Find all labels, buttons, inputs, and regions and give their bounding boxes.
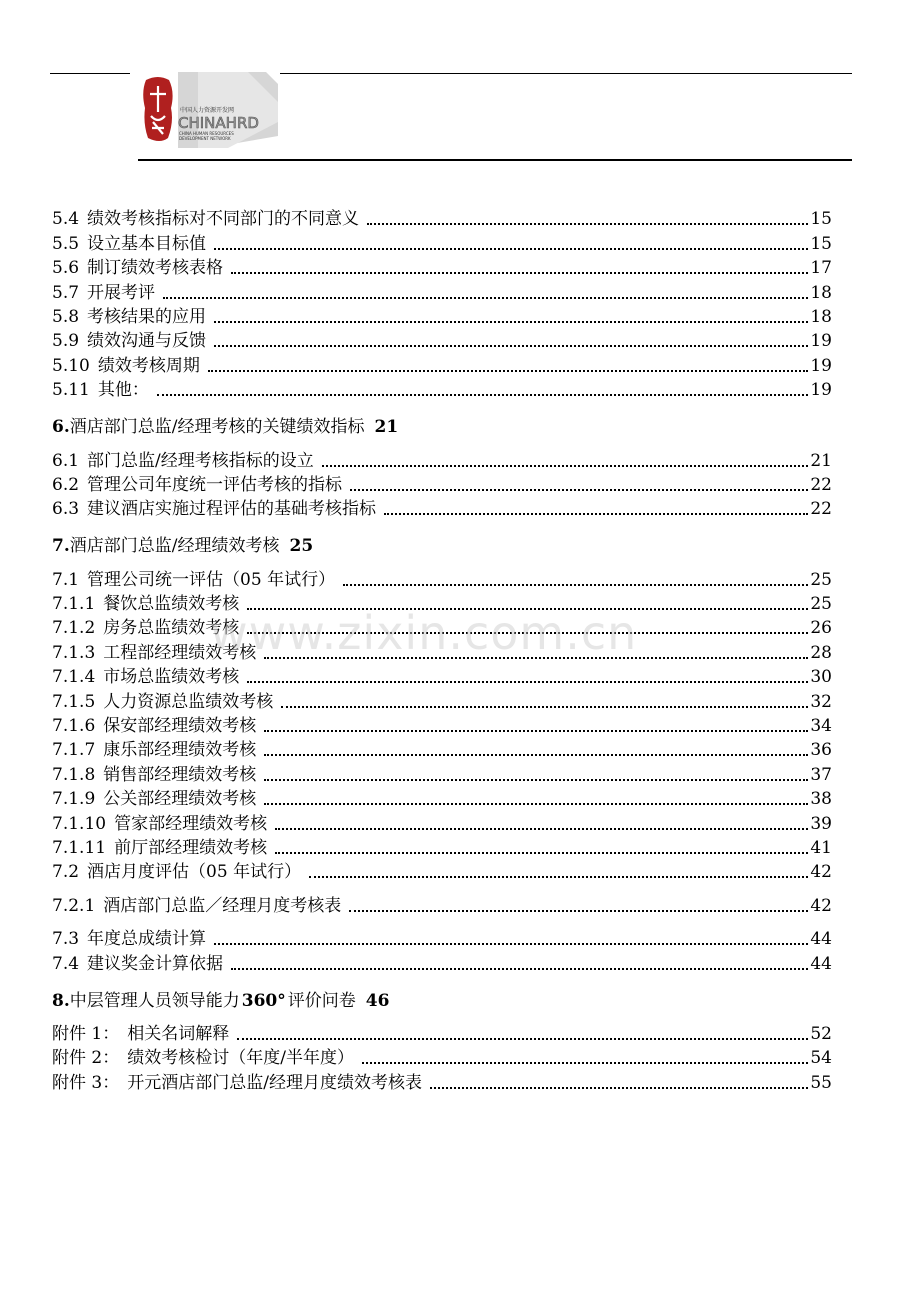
logo-en-line1: CHINA HUMAN RESOURCES xyxy=(179,131,234,136)
entry-title: 房务总监绩效考核 xyxy=(103,618,240,639)
toc-entry[interactable] xyxy=(52,834,832,858)
entry-number: 7.1.3 xyxy=(52,642,96,663)
entry-title: 绩效沟通与反馈 xyxy=(87,331,207,352)
entry-number: 7.4 xyxy=(52,953,80,974)
toc-entry[interactable] xyxy=(52,949,832,973)
entry-number: 7.1 xyxy=(52,569,80,590)
entry-page: 15 xyxy=(810,209,832,230)
entry-number: 7.1.2 xyxy=(52,618,96,639)
entry-page: 52 xyxy=(810,1023,832,1044)
dot-leader xyxy=(275,828,808,830)
dot-leader xyxy=(275,852,808,854)
heading-mid: 360° xyxy=(241,990,286,1011)
toc-entry[interactable] xyxy=(52,712,832,736)
toc-entry-7-2-1[interactable] xyxy=(52,891,832,915)
entry-title: 市场总监绩效考核 xyxy=(103,667,240,688)
dot-leader xyxy=(247,681,808,683)
entry-number: 5.9 xyxy=(52,331,80,352)
entry-number: 附件 1： xyxy=(52,1023,120,1044)
logo-cn-line: 中国人力资源开发网 xyxy=(180,107,235,114)
entry-page: 25 xyxy=(810,569,832,590)
heading-title: 酒店部门总监/经理绩效考核 xyxy=(69,536,280,557)
heading-title-b: 评价问卷 xyxy=(287,990,356,1011)
entry-page: 21 xyxy=(810,450,832,471)
toc-group-7a xyxy=(52,565,832,882)
toc-group-7b xyxy=(52,925,832,974)
entry-number: 7.1.6 xyxy=(52,716,96,737)
entry-number: 7.1.8 xyxy=(52,764,96,785)
heading-number: 6. xyxy=(52,417,70,438)
entry-title: 制订绩效考核表格 xyxy=(87,258,224,279)
entry-title: 开展考评 xyxy=(87,282,156,303)
dot-leader xyxy=(349,910,808,912)
dot-leader xyxy=(214,345,808,347)
toc-entry[interactable] xyxy=(52,590,832,614)
toc-entry[interactable] xyxy=(52,1020,832,1044)
entry-title: 部门总监/经理考核指标的设立 xyxy=(87,450,314,471)
dot-leader xyxy=(367,223,808,225)
entry-number: 7.1.5 xyxy=(52,691,96,712)
entry-page: 19 xyxy=(810,331,832,352)
entry-title: 公关部经理绩效考核 xyxy=(103,789,257,810)
entry-number: 7.1.11 xyxy=(52,837,107,858)
entry-title: 酒店部门总监／经理月度考核表 xyxy=(103,895,342,916)
entry-number: 5.11 xyxy=(52,380,90,401)
toc-heading-7[interactable] xyxy=(52,532,832,556)
dot-leader xyxy=(214,943,808,945)
seal-icon xyxy=(143,77,172,141)
entry-title: 绩效考核指标对不同部门的不同意义 xyxy=(87,209,360,230)
toc-entry[interactable] xyxy=(52,303,832,327)
entry-title: 考核结果的应用 xyxy=(87,306,207,327)
toc-entry[interactable] xyxy=(52,278,832,302)
heading-number: 7. xyxy=(52,536,70,557)
entry-title: 绩效考核周期 xyxy=(97,355,200,376)
toc-heading-6[interactable] xyxy=(52,413,832,437)
heading-page: 21 xyxy=(374,417,399,438)
entry-number: 6.2 xyxy=(52,474,80,495)
entry-title: 保安部经理绩效考核 xyxy=(103,716,257,737)
entry-number: 7.1.7 xyxy=(52,740,96,761)
entry-title: 年度总成绩计算 xyxy=(87,929,207,950)
entry-title: 其他： xyxy=(97,380,149,401)
entry-number: 7.1.4 xyxy=(52,667,96,688)
entry-page: 32 xyxy=(810,691,832,712)
toc-group-appendix xyxy=(52,1020,832,1093)
toc-entry[interactable] xyxy=(52,565,832,589)
entry-page: 42 xyxy=(810,862,832,883)
entry-title: 餐饮总监绩效考核 xyxy=(103,594,240,615)
entry-number: 5.6 xyxy=(52,258,80,279)
dot-leader xyxy=(231,968,808,970)
toc-group-5 xyxy=(52,205,832,400)
toc-entry[interactable] xyxy=(52,760,832,784)
entry-page: 15 xyxy=(810,233,832,254)
logo-en-line2: DEVELOPMENT NETWORK xyxy=(179,136,231,141)
dot-leader xyxy=(157,394,809,396)
entry-title: 开元酒店部门总监/经理月度绩效考核表 xyxy=(127,1072,422,1093)
entry-page: 18 xyxy=(810,306,832,327)
entry-number: 5.5 xyxy=(52,233,80,254)
entry-title: 绩效考核检讨（年度/半年度） xyxy=(127,1048,354,1069)
heading-number: 8. xyxy=(52,990,70,1011)
entry-page: 19 xyxy=(810,380,832,401)
entry-page: 44 xyxy=(810,929,832,950)
heading-title: 酒店部门总监/经理考核的关键绩效指标 xyxy=(69,417,365,438)
entry-number: 7.3 xyxy=(52,929,80,950)
entry-title: 相关名词解释 xyxy=(127,1023,230,1044)
entry-number: 7.1.10 xyxy=(52,813,107,834)
entry-page: 37 xyxy=(810,764,832,785)
toc-entry[interactable] xyxy=(52,614,832,638)
dot-leader xyxy=(208,370,809,372)
toc-entry[interactable] xyxy=(52,1068,832,1092)
entry-page: 22 xyxy=(810,474,832,495)
toc-entry[interactable] xyxy=(52,229,832,253)
toc-group-6 xyxy=(52,446,832,519)
toc-entry[interactable] xyxy=(52,687,832,711)
dot-leader xyxy=(430,1087,808,1089)
entry-number: 5.10 xyxy=(52,355,90,376)
entry-page: 39 xyxy=(810,813,832,834)
dot-leader xyxy=(214,248,808,250)
heading-page: 46 xyxy=(365,990,390,1011)
entry-page: 30 xyxy=(810,667,832,688)
dot-leader xyxy=(264,803,808,805)
heading-title-a: 中层管理人员领导能力 xyxy=(69,990,240,1011)
entry-title: 管理公司年度统一评估考核的指标 xyxy=(87,474,343,495)
chinahrd-logo xyxy=(138,72,278,148)
dot-leader xyxy=(384,513,808,515)
entry-title: 管理公司统一评估（05 年试行） xyxy=(87,569,336,590)
entry-number: 6.1 xyxy=(52,450,80,471)
entry-number: 5.8 xyxy=(52,306,80,327)
dot-leader xyxy=(322,465,809,467)
toc-entry[interactable] xyxy=(52,205,832,229)
toc-entry[interactable] xyxy=(52,446,832,470)
entry-number: 附件 3： xyxy=(52,1072,120,1093)
entry-page: 38 xyxy=(810,789,832,810)
entry-title: 工程部经理绩效考核 xyxy=(103,642,257,663)
dot-leader xyxy=(309,876,808,878)
dot-leader xyxy=(163,297,808,299)
entry-page: 17 xyxy=(810,258,832,279)
entry-title: 前厅部经理绩效考核 xyxy=(114,837,268,858)
entry-page: 34 xyxy=(810,716,832,737)
entry-title: 建议奖金计算依据 xyxy=(87,953,224,974)
dot-leader xyxy=(264,779,808,781)
toc-entry[interactable] xyxy=(52,785,832,809)
entry-page: 55 xyxy=(810,1072,832,1093)
toc-entry[interactable] xyxy=(52,925,832,949)
entry-title: 销售部经理绩效考核 xyxy=(103,764,257,785)
entry-page: 41 xyxy=(810,837,832,858)
header-rule-bottom xyxy=(138,159,852,161)
dot-leader xyxy=(247,632,808,634)
dot-leader xyxy=(264,754,808,756)
entry-page: 22 xyxy=(810,499,832,520)
watermark: www.zixin.com.cn xyxy=(210,606,638,660)
table-of-contents xyxy=(52,205,832,1093)
toc-entry[interactable] xyxy=(52,1044,832,1068)
entry-title: 人力资源总监绩效考核 xyxy=(103,691,274,712)
entry-number: 附件 2： xyxy=(52,1048,120,1069)
dot-leader xyxy=(264,657,808,659)
header-rule-left xyxy=(50,73,130,74)
entry-page: 28 xyxy=(810,642,832,663)
entry-number: 7.2.1 xyxy=(52,895,96,916)
entry-title: 建议酒店实施过程评估的基础考核指标 xyxy=(87,499,377,520)
entry-number: 7.2 xyxy=(52,862,80,883)
dot-leader xyxy=(350,489,808,491)
entry-number: 6.3 xyxy=(52,499,80,520)
dot-leader xyxy=(264,730,808,732)
entry-page: 54 xyxy=(810,1048,832,1069)
entry-page: 19 xyxy=(810,355,832,376)
dot-leader xyxy=(237,1038,808,1040)
toc-entry[interactable] xyxy=(52,663,832,687)
heading-page: 25 xyxy=(289,536,314,557)
toc-entry[interactable] xyxy=(52,858,832,882)
logo-brand: CHINAHRD xyxy=(178,114,259,132)
dot-leader xyxy=(247,608,808,610)
entry-title: 康乐部经理绩效考核 xyxy=(103,740,257,761)
entry-page: 26 xyxy=(810,618,832,639)
toc-entry[interactable] xyxy=(52,638,832,662)
toc-entry[interactable] xyxy=(52,254,832,278)
entry-number: 7.1.1 xyxy=(52,594,96,615)
toc-entry[interactable] xyxy=(52,736,832,760)
entry-page: 44 xyxy=(810,953,832,974)
dot-leader xyxy=(362,1062,808,1064)
toc-heading-8[interactable] xyxy=(52,987,832,1011)
toc-entry[interactable] xyxy=(52,809,832,833)
entry-page: 36 xyxy=(810,740,832,761)
dot-leader xyxy=(231,272,808,274)
entry-title: 酒店月度评估（05 年试行） xyxy=(87,862,302,883)
dot-leader xyxy=(343,584,808,586)
entry-number: 7.1.9 xyxy=(52,789,96,810)
entry-title: 管家部经理绩效考核 xyxy=(114,813,268,834)
toc-entry[interactable] xyxy=(52,495,832,519)
toc-entry[interactable] xyxy=(52,471,832,495)
toc-entry[interactable] xyxy=(52,351,832,375)
entry-page: 42 xyxy=(810,895,832,916)
dot-leader xyxy=(281,706,808,708)
toc-entry[interactable] xyxy=(52,376,832,400)
toc-entry[interactable] xyxy=(52,327,832,351)
entry-page: 18 xyxy=(810,282,832,303)
entry-page: 25 xyxy=(810,594,832,615)
dot-leader xyxy=(214,321,808,323)
entry-title: 设立基本目标值 xyxy=(87,233,207,254)
entry-number: 5.7 xyxy=(52,282,80,303)
header-rule-right xyxy=(280,73,852,74)
entry-number: 5.4 xyxy=(52,209,80,230)
